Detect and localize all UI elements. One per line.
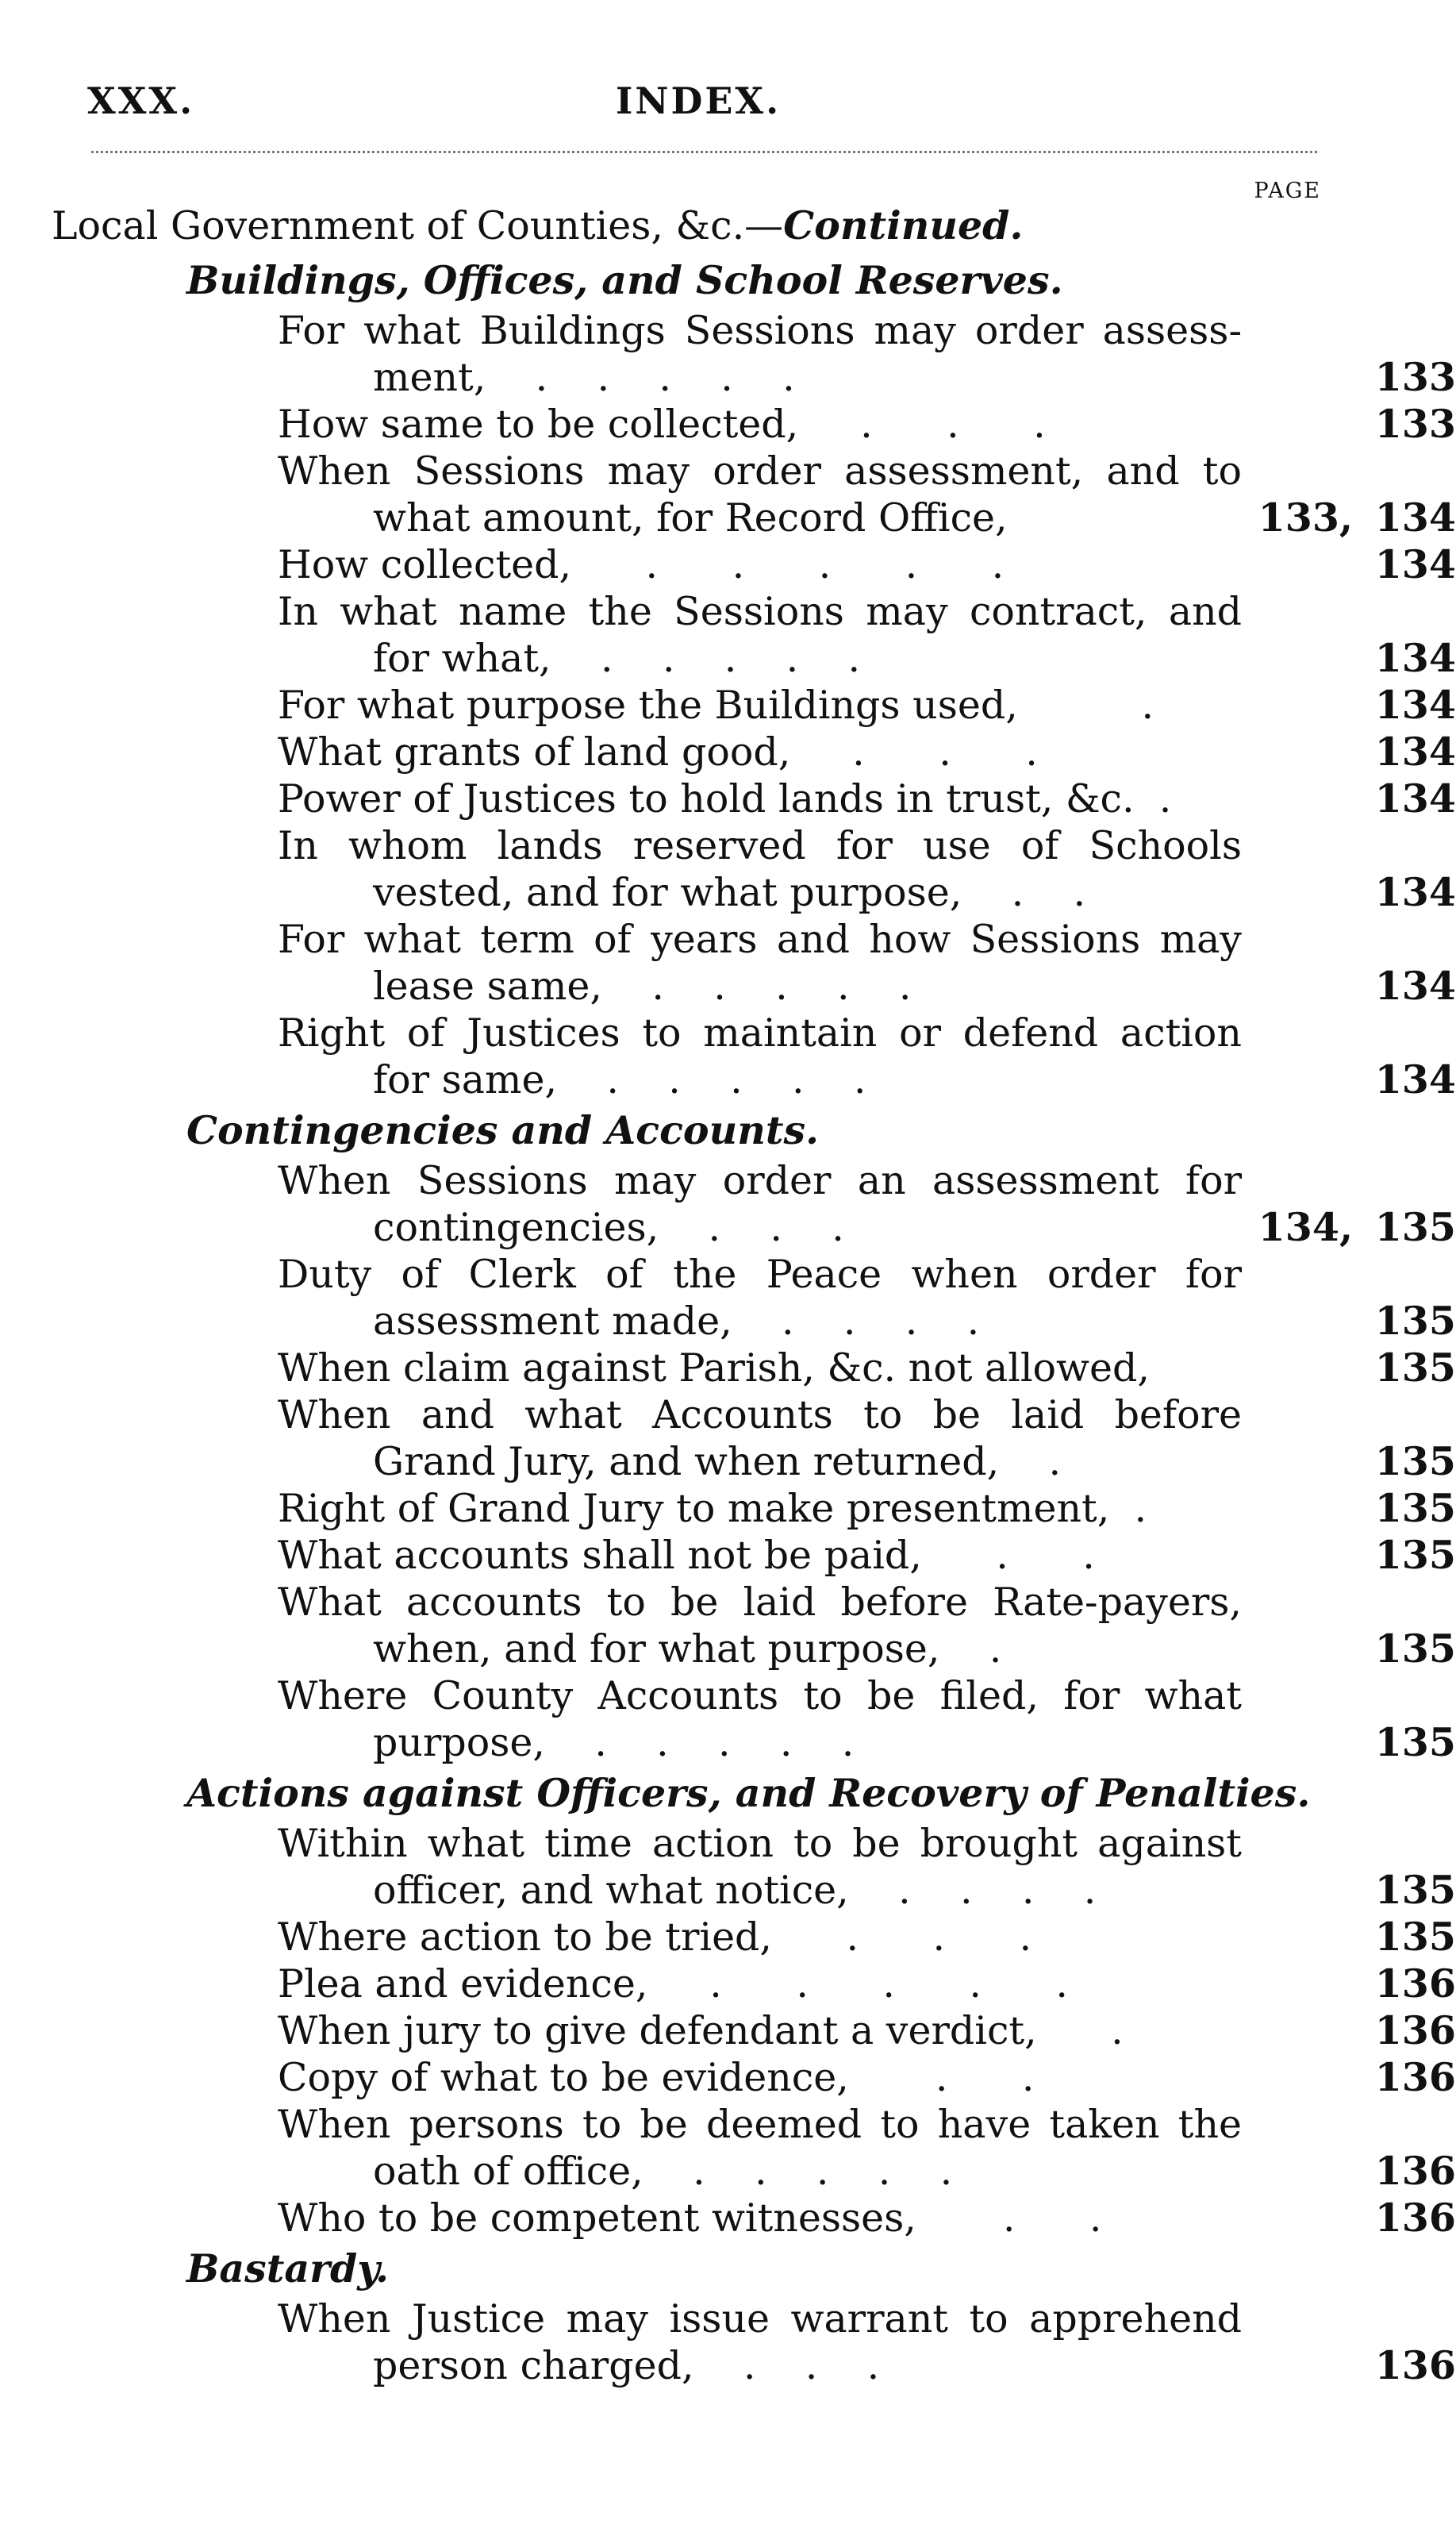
- entry-text-line1: Within what time action to be brought against: [278, 1821, 1242, 1866]
- page-column-label: PAGE: [1254, 179, 1321, 203]
- leader-dots: .: [1048, 1439, 1062, 1484]
- entry-text: When claim against Parish, &c. not allowed,: [278, 1345, 1150, 1391]
- entry-continuation: when, and for what purpose,: [373, 1626, 940, 1672]
- entry-page-number: 133: [1374, 401, 1456, 447]
- entry-page-number: 136: [1374, 2195, 1456, 2241]
- index-entry: [278, 1532, 1456, 1579]
- leader-dots: . . . . .: [535, 355, 795, 400]
- index-entry: [278, 822, 1456, 916]
- index-entry: [278, 588, 1456, 682]
- entry-text: For what purpose the Buildings used, .: [278, 683, 1154, 728]
- entry-continuation: Grand Jury, and when returned,: [373, 1439, 1000, 1484]
- entry-page-number: 136: [1374, 2007, 1456, 2053]
- index-entry: [278, 1251, 1456, 1345]
- header-page-number: XXX.: [87, 79, 195, 122]
- entry-text-line1: Where County Accounts to be filed, for what: [278, 1673, 1242, 1718]
- entry-page-number: 134: [1374, 729, 1456, 775]
- running-header: [87, 79, 1309, 127]
- entry-text: How same to be collected, . . .: [278, 402, 1046, 447]
- entry-text: Right of Grand Jury to make presentment, .: [278, 1486, 1147, 1531]
- entry-text-line2: [278, 635, 1242, 682]
- entry-text-line1: In whom lands reserved for use of Schools: [278, 823, 1242, 868]
- entry-continuation: contingencies,: [373, 1205, 659, 1250]
- entry-page-number: 135: [1374, 1298, 1456, 1344]
- entry-text: When jury to give defendant a verdict, .: [278, 2008, 1124, 2053]
- leader-dots: . . . . .: [594, 1720, 855, 1765]
- entry-text: What accounts shall not be paid, . .: [278, 1533, 1095, 1578]
- entry-continuation: person charged,: [373, 2343, 694, 2388]
- entry-text-line1: Duty of Clerk of the Peace when order for: [278, 1252, 1242, 1297]
- entry-text-line2: [278, 963, 1242, 1010]
- entry-page-number: 136: [1374, 2148, 1456, 2194]
- entry-text-line2: [278, 494, 1242, 541]
- section-heading: Bastardy.: [186, 2245, 390, 2291]
- entry-text-line1: Right of Justices to maintain or defend action: [278, 1010, 1242, 1056]
- header-title: INDEX.: [615, 79, 782, 122]
- entry-continuation: vested, and for what purpose,: [373, 870, 962, 915]
- leader-dots: .: [989, 1626, 1002, 1672]
- entry-page-number: 134: [1374, 775, 1456, 822]
- entry-page-number: 136: [1374, 2342, 1456, 2388]
- entry-page-number: 135: [1374, 1914, 1456, 1960]
- entry-continuation: oath of office,: [373, 2149, 643, 2194]
- entry-text-line2: [278, 1056, 1242, 1103]
- entry-prior-page: 134,: [1258, 1204, 1353, 1250]
- index-entry: [278, 1157, 1456, 1251]
- entry-page-number: 134: [1374, 1056, 1456, 1102]
- leader-dots: . . . . .: [600, 636, 861, 681]
- entry-page-number: 134: [1374, 494, 1456, 541]
- entry-page-number: 136: [1374, 1960, 1456, 2007]
- entry-continuation: ment,: [373, 355, 486, 400]
- leader-dots: . . . . .: [651, 964, 912, 1009]
- index-entry: [278, 1345, 1456, 1391]
- entry-text-line2: [278, 2148, 1242, 2195]
- index-entry: [278, 541, 1456, 588]
- index-entry: [278, 1820, 1456, 1914]
- index-entry: [278, 448, 1456, 541]
- entry-text: Where action to be tried, . . .: [278, 1914, 1032, 1960]
- entry-continuation: for same,: [373, 1057, 558, 1102]
- entry-page-number: 134: [1374, 963, 1456, 1009]
- entry-text-line1: In what name the Sessions may contract, and: [278, 589, 1242, 634]
- entry-text: Copy of what to be evidence, . .: [278, 2055, 1035, 2100]
- entry-page-number: 135: [1374, 1532, 1456, 1578]
- index-entry: [278, 775, 1456, 822]
- entry-continuation: purpose,: [373, 1720, 545, 1765]
- entry-page-number: 134: [1374, 869, 1456, 915]
- index-entry: [278, 1485, 1456, 1532]
- leader-dots: . . . . .: [606, 1057, 866, 1102]
- entry-page-number: 136: [1374, 2054, 1456, 2100]
- entry-page-number: 135: [1374, 1719, 1456, 1765]
- entry-text-line2: [278, 869, 1242, 916]
- entry-page-number: 135: [1374, 1867, 1456, 1913]
- entry-text-line2: [278, 1719, 1242, 1766]
- entry-continuation: assessment made,: [373, 1299, 732, 1344]
- entry-text: How collected, . . . . .: [278, 542, 1005, 587]
- entry-text-line1: When Sessions may order an assessment for: [278, 1158, 1242, 1203]
- index-entry: [278, 916, 1456, 1010]
- main-heading-continued: Continued.: [783, 202, 1024, 248]
- entry-text-line2: [278, 1204, 1242, 1251]
- index-entry: [278, 2295, 1456, 2389]
- header-rule: [91, 151, 1317, 153]
- entry-text: Power of Justices to hold lands in trust, &c. .: [278, 776, 1172, 822]
- index-entry: [278, 2101, 1456, 2195]
- index-entry: [278, 1672, 1456, 1766]
- entry-page-number: 134: [1374, 635, 1456, 681]
- entry-page-number: 133: [1374, 354, 1456, 400]
- entry-text: Plea and evidence, . . . . .: [278, 1961, 1069, 2007]
- main-heading-text: Local Government of Counties, &c.—: [52, 203, 784, 248]
- entry-page-number: 134: [1374, 682, 1456, 728]
- entry-text-line1: When and what Accounts to be laid before: [278, 1392, 1242, 1437]
- main-heading: [52, 198, 1321, 253]
- entry-text-line1: For what term of years and how Sessions may: [278, 917, 1242, 962]
- entry-text-line2: [278, 2342, 1242, 2389]
- entry-page-number: 135: [1374, 1438, 1456, 1484]
- leader-dots: . . .: [708, 1205, 844, 1250]
- entry-page-number: 134: [1374, 541, 1456, 587]
- index-entry: [278, 2195, 1456, 2241]
- entry-continuation: lease same,: [373, 964, 602, 1009]
- entry-continuation: for what,: [373, 636, 551, 681]
- entry-text-line2: [278, 1438, 1242, 1485]
- index-entry: [278, 307, 1456, 401]
- entry-page-number: 135: [1374, 1345, 1456, 1391]
- index-entry: [278, 1960, 1456, 2007]
- entry-continuation: officer, and what notice,: [373, 1868, 849, 1913]
- section-heading: Actions against Officers, and Recovery of Penalties.: [186, 1770, 1311, 1816]
- index-entry: [278, 2007, 1456, 2054]
- index-entry: [278, 729, 1456, 775]
- entry-prior-page: 133,: [1258, 494, 1353, 541]
- leader-dots: . . . . .: [693, 2149, 953, 2194]
- entry-text: What grants of land good, . . .: [278, 729, 1038, 775]
- section-heading: Contingencies and Accounts.: [186, 1107, 820, 1153]
- section-heading: Buildings, Offices, and School Reserves.: [186, 257, 1063, 303]
- entry-text: Who to be competent witnesses, . .: [278, 2195, 1102, 2241]
- entry-text-line1: What accounts to be laid before Rate-payers,: [278, 1580, 1242, 1625]
- leader-dots: . .: [1011, 870, 1086, 915]
- index-entry: [278, 682, 1456, 729]
- leader-dots: . . . .: [782, 1299, 980, 1344]
- entry-text-line1: For what Buildings Sessions may order assess-: [278, 308, 1242, 353]
- index-entry: [278, 2054, 1456, 2101]
- entry-text-line1: When Sessions may order assessment, and to: [278, 448, 1242, 494]
- index-entry: [278, 1010, 1456, 1103]
- index-entry: [278, 1579, 1456, 1672]
- entry-continuation: what amount, for Record Office,: [373, 495, 1008, 541]
- entry-page-number: 135: [1374, 1626, 1456, 1672]
- entry-text-line1: When persons to be deemed to have taken the: [278, 2102, 1242, 2147]
- index-entry: [278, 401, 1456, 448]
- entry-text-line2: [278, 1298, 1242, 1345]
- index-entry: [278, 1391, 1456, 1485]
- entry-text-line2: [278, 1626, 1242, 1672]
- entry-text-line2: [278, 1867, 1242, 1914]
- entry-text-line1: When Justice may issue warrant to apprehend: [278, 2296, 1242, 2341]
- leader-dots: . . . .: [898, 1868, 1097, 1913]
- index-entry: [278, 1914, 1456, 1960]
- leader-dots: . . .: [743, 2343, 880, 2388]
- index-body: [52, 198, 1456, 2389]
- entry-page-number: 135: [1374, 1204, 1456, 1250]
- entry-page-number: 135: [1374, 1485, 1456, 1531]
- entry-text-line2: [278, 354, 1242, 401]
